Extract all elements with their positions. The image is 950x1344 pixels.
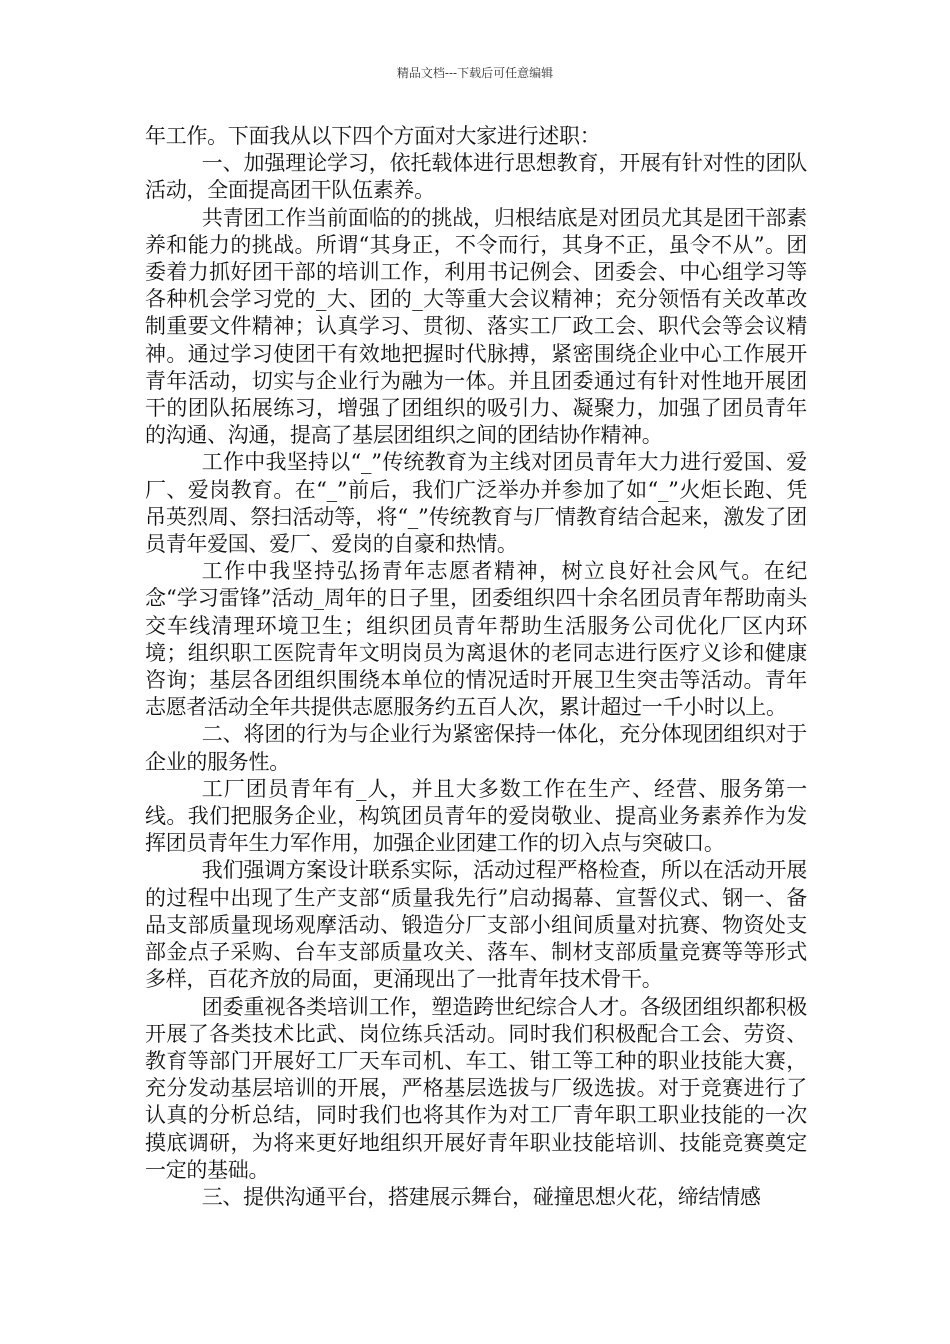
paragraph-9: 团委重视各类培训工作，塑造跨世纪综合人才。各级团组织都积极开展了各类技术比武、岗位练兵活动。同时我们积极配合工会、劳资、教育等部门开展好工厂天车司机、车工、钳工等工种的职业技能大赛，充分发动基层培训的开展，严格基层选拔与厂级选拔。对于竞赛进行了认真的分析总结，同时我们也将其作为对工厂青年职工职业技能的一次摸底调研，为将来更好地组织开展好青年职业技能培训、技能竞赛奠定一定的基础。: [145, 994, 807, 1182]
paragraph-2-section-heading: 一、加强理论学习，依托载体进行思想教育，开展有针对性的团队活动，全面提高团干队伍素养。: [145, 151, 807, 203]
paragraph-10-section-heading: 三、提供沟通平台，搭建展示舞台，碰撞思想火花，缔结情感: [201, 1184, 761, 1209]
page-header: 精品文档---下载后可任意编辑: [396, 66, 554, 80]
paragraph-1: 年工作。下面我从以下四个方面对大家进行述职：: [145, 124, 601, 148]
paragraph-8: 我们强调方案设计联系实际，活动过程严格检查，所以在活动开展的过程中出现了生产支部“质量我先行”启动揭幕、宣誓仪式、钢一、备品支部质量现场观摩活动、锻造分厂支部小组间质量对抗赛、物资处支部金点子采购、台车支部质量攻关、落车、制材支部质量竞赛等等形式多样，百花齐放的局面，更涌现出了一批青年技术骨干。: [145, 858, 807, 992]
paragraph-7: 工厂团员青年有_人，并且大多数工作在生产、经营、服务第一线。我们把服务企业，构筑团员青年的爱岗敬业、提高业务素养作为发挥团员青年生力军作用，加强企业团建工作的切入点与突破口。: [145, 776, 807, 856]
paragraph-4: 工作中我坚持以“_”传统教育为主线对团员青年大力进行爱国、爱厂、爱岗教育。在“_”前后，我们广泛举办并参加了如“_”火炬长跑、凭吊英烈周、祭扫活动等，将“_”传统教育与厂情教育结合起来，激发了团员青年爱国、爱厂、爱岗的自豪和热情。: [145, 450, 807, 557]
paragraph-3: 共青团工作当前面临的的挑战，归根结底是对团员尤其是团干部素养和能力的挑战。所谓“其身正，不令而行，其身不正，虽令不从”。团委着力抓好团干部的培训工作，利用书记例会、团委会、中心组学习等各种机会学习党的_大、团的_大等重大会议精神；充分领悟有关改革改制重要文件精神；认真学习、贯彻、落实工厂政工会、职代会等会议精神。通过学习使团干有效地把握时代脉搏，紧密围绕企业中心工作展开青年活动，切实与企业行为融为一体。并且团委通过有针对性地开展团干的团队拓展练习，增强了团组织的吸引力、凝聚力，加强了团员青年的沟通、沟通，提高了基层团组织之间的团结协作精神。: [145, 205, 807, 448]
paragraph-6-section-heading: 二、将团的行为与企业行为紧密保持一体化，充分体现团组织对于企业的服务性。: [145, 722, 807, 774]
paragraph-5: 工作中我坚持弘扬青年志愿者精神，树立良好社会风气。在纪念“学习雷锋”活动_周年的日子里，团委组织四十余名团员青年帮助南头交车线清理环境卫生；组织团员青年帮助生活服务公司优化厂区内环境；组织职工医院青年文明岗员为离退休的老同志进行医疗义诊和健康咨询；基层各团组织围绕本单位的情况适时开展卫生突击等活动。青年志愿者活动全年共提供志愿服务约五百人次，累计超过一千小时以上。: [145, 559, 807, 720]
document-body: [145, 123, 807, 1211]
